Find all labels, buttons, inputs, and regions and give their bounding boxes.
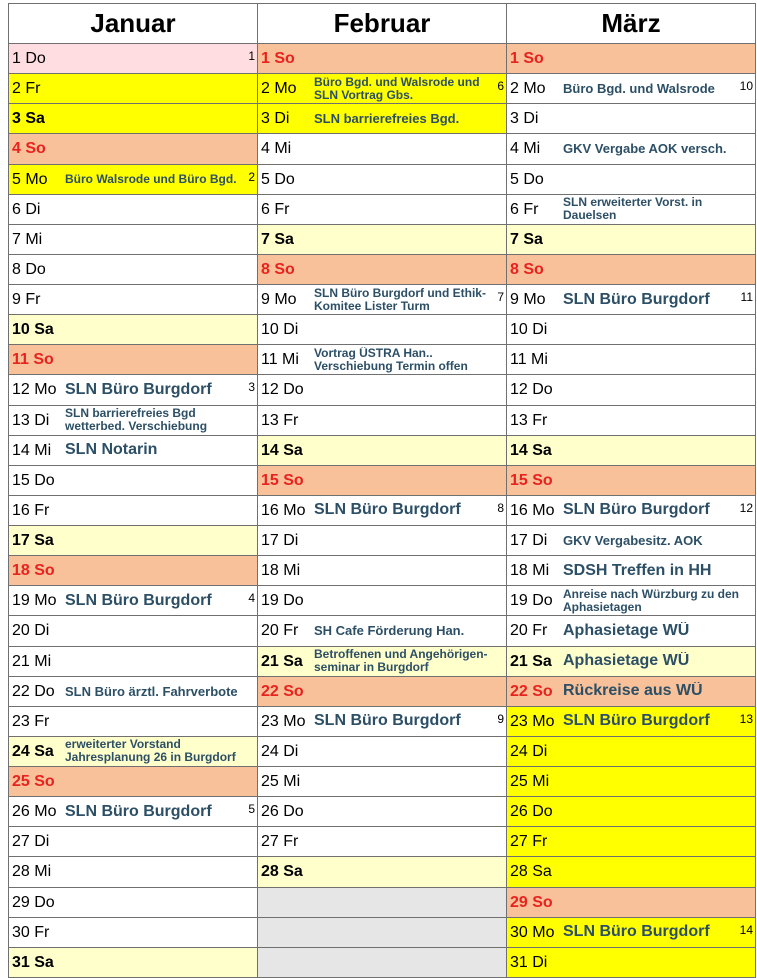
day-cell <box>507 465 756 495</box>
day-cell <box>507 797 756 827</box>
day-label: 18 Mi <box>510 562 550 580</box>
event-note: SLN Büro Burgdorf <box>65 802 212 820</box>
day-cell <box>9 706 258 736</box>
day-label: 7 Sa <box>261 230 294 248</box>
day-row <box>9 857 756 887</box>
day-label: 28 Sa <box>510 863 552 881</box>
calendar-body <box>9 44 756 978</box>
day-label: 7 Sa <box>510 230 543 248</box>
day-label: 31 Di <box>510 953 548 971</box>
calendar-table <box>8 3 756 978</box>
day-cell <box>258 526 507 556</box>
event-note: Rückreise aus WÜ <box>563 682 703 700</box>
day-label: 30 Fr <box>12 923 50 941</box>
day-cell <box>258 827 507 857</box>
day-label: 23 Mo <box>261 712 306 730</box>
day-label: 5 Mo <box>12 170 48 188</box>
event-note: SLN barrierefreies Bgd wetterbed. Verschiebung <box>65 407 208 434</box>
entry-number: 14 <box>739 922 753 937</box>
day-cell <box>507 164 756 194</box>
event-note: SLN Büro Burgdorf <box>563 923 710 941</box>
day-label: 4 Mi <box>261 140 292 158</box>
day-cell <box>507 74 756 104</box>
day-label: 25 So <box>12 773 55 791</box>
day-label: 24 Di <box>510 742 548 760</box>
day-cell <box>9 315 258 345</box>
day-cell <box>9 194 258 224</box>
day-label: 6 Di <box>12 200 41 218</box>
day-cell <box>258 767 507 797</box>
day-label: 22 So <box>510 682 553 700</box>
day-cell <box>258 646 507 676</box>
day-label: 4 So <box>12 140 46 158</box>
day-cell <box>9 405 258 435</box>
day-cell <box>258 857 507 887</box>
day-cell <box>9 134 258 164</box>
event-note: SLN erweiterter Vorst. in Dauelsen <box>563 196 703 223</box>
day-cell <box>507 405 756 435</box>
day-cell <box>258 44 507 74</box>
event-note: erweiterter Vorstand Jahresplanung 26 in Burgdorf <box>65 738 236 765</box>
day-label: 14 Mi <box>12 441 52 459</box>
day-row <box>9 44 756 74</box>
day-cell <box>9 375 258 405</box>
day-cell <box>258 315 507 345</box>
day-cell <box>507 676 756 706</box>
day-label: 26 Do <box>261 803 304 821</box>
day-cell <box>9 857 258 887</box>
event-note: GKV Vergabe AOK versch. <box>563 141 727 157</box>
day-cell <box>507 44 756 74</box>
day-cell <box>9 224 258 254</box>
day-label: 21 Sa <box>510 652 552 670</box>
day-label: 10 Di <box>510 321 548 339</box>
day-label: 29 Do <box>12 893 55 911</box>
event-note: GKV Vergabesitz. AOK <box>563 533 703 549</box>
day-label: 4 Mi <box>510 140 541 158</box>
day-label: 1 So <box>261 50 295 68</box>
day-label: 27 Fr <box>261 833 299 851</box>
day-label: 10 Sa <box>12 321 54 339</box>
day-row <box>9 224 756 254</box>
day-label: 27 Di <box>12 833 50 851</box>
day-label: 8 So <box>261 260 295 278</box>
day-row <box>9 74 756 104</box>
day-label: 13 Di <box>12 411 50 429</box>
day-cell <box>507 345 756 375</box>
day-label: 1 So <box>510 50 544 68</box>
event-note: SLN Büro Burgdorf <box>65 380 212 398</box>
day-cell <box>507 435 756 465</box>
day-label: 1 Do <box>12 50 46 68</box>
day-cell <box>258 586 507 616</box>
day-cell <box>258 616 507 646</box>
day-row <box>9 736 756 766</box>
day-label: 14 Sa <box>261 441 303 459</box>
day-row <box>9 827 756 857</box>
day-cell <box>9 104 258 134</box>
day-label: 23 Mo <box>510 712 555 730</box>
day-row <box>9 887 756 917</box>
day-label: 17 Sa <box>12 532 54 550</box>
day-label: 3 Di <box>261 110 290 128</box>
event-note: Anreise nach Würzburg zu den Aphasietagen <box>563 587 740 614</box>
month-header-maerz: März <box>507 4 756 44</box>
day-label: 26 Do <box>510 803 553 821</box>
event-note: SLN Büro Burgdorf <box>65 591 212 609</box>
day-cell <box>9 556 258 586</box>
day-label: 2 Fr <box>12 80 41 98</box>
day-cell <box>9 586 258 616</box>
event-note: Büro Walsrode und Büro Bgd. <box>65 172 237 186</box>
event-note: SDSH Treffen in HH <box>563 561 712 579</box>
day-label: 21 Mi <box>12 652 52 670</box>
day-label: 29 So <box>510 893 553 911</box>
day-label: 7 Mi <box>12 230 43 248</box>
day-cell <box>9 526 258 556</box>
day-cell <box>9 164 258 194</box>
day-cell <box>258 676 507 706</box>
day-label: 30 Mo <box>510 923 555 941</box>
entry-number: 7 <box>497 290 504 305</box>
day-label: 28 Sa <box>261 863 303 881</box>
day-cell <box>507 315 756 345</box>
event-note: Büro Bgd. und Walsrode und SLN Vortrag Gbs. <box>314 75 480 102</box>
day-row <box>9 676 756 706</box>
entry-number: 11 <box>740 290 753 305</box>
day-cell <box>507 194 756 224</box>
day-cell <box>507 616 756 646</box>
day-label: 16 Mo <box>261 501 306 519</box>
day-label: 8 So <box>510 260 544 278</box>
day-cell <box>507 827 756 857</box>
event-note: SLN Büro Burgdorf <box>314 501 461 519</box>
day-cell <box>507 857 756 887</box>
day-label: 21 Sa <box>261 652 303 670</box>
day-cell <box>9 947 258 977</box>
entry-number: 6 <box>497 79 504 94</box>
empty-cell <box>258 947 507 977</box>
day-label: 19 Do <box>261 592 304 610</box>
day-cell <box>507 706 756 736</box>
day-label: 25 Mi <box>261 773 301 791</box>
day-row <box>9 917 756 947</box>
day-cell <box>258 797 507 827</box>
day-label: 6 Fr <box>261 200 290 218</box>
day-cell <box>258 345 507 375</box>
day-label: 19 Mo <box>12 592 57 610</box>
event-note: SLN Notarin <box>65 441 158 459</box>
day-cell <box>258 104 507 134</box>
day-cell <box>507 285 756 315</box>
day-row <box>9 556 756 586</box>
day-cell <box>9 435 258 465</box>
day-cell <box>258 134 507 164</box>
day-cell <box>507 917 756 947</box>
day-row <box>9 134 756 164</box>
entry-number: 9 <box>497 711 504 726</box>
day-row <box>9 435 756 465</box>
month-header-januar: Januar <box>9 4 258 44</box>
day-label: 20 Di <box>12 622 50 640</box>
entry-number: 10 <box>739 79 753 94</box>
event-note: Büro Bgd. und Walsrode <box>563 81 715 97</box>
entry-number: 4 <box>248 591 255 606</box>
day-row <box>9 947 756 977</box>
event-note: Betroffenen und Angehörigen-seminar in Burgdorf <box>314 648 488 675</box>
event-note: SH Cafe Förderung Han. <box>314 623 465 639</box>
entry-number: 3 <box>248 380 255 395</box>
day-cell <box>258 164 507 194</box>
event-note: SLN Büro Burgdorf <box>563 712 710 730</box>
day-cell <box>507 526 756 556</box>
day-row <box>9 405 756 435</box>
day-cell <box>258 435 507 465</box>
entry-number: 8 <box>497 500 504 515</box>
day-label: 12 Do <box>261 381 304 399</box>
day-label: 28 Mi <box>12 863 52 881</box>
day-cell <box>258 405 507 435</box>
month-header-februar: Februar <box>258 4 507 44</box>
day-label: 24 Di <box>261 742 299 760</box>
day-cell <box>507 767 756 797</box>
event-note: SLN Büro ärztl. Fahrverbote <box>65 683 238 699</box>
entry-number: 13 <box>739 711 753 726</box>
day-label: 16 Fr <box>12 501 50 519</box>
day-cell <box>507 104 756 134</box>
day-label: 8 Do <box>12 260 46 278</box>
day-label: 24 Sa <box>12 742 54 760</box>
day-cell <box>507 586 756 616</box>
day-cell <box>258 706 507 736</box>
day-cell <box>258 194 507 224</box>
entry-number: 2 <box>248 169 255 184</box>
day-row <box>9 345 756 375</box>
event-note: SLN Büro Burgdorf <box>563 290 710 308</box>
day-row <box>9 465 756 495</box>
day-label: 16 Mo <box>510 501 555 519</box>
day-cell <box>507 495 756 525</box>
day-label: 22 Do <box>12 682 55 700</box>
day-cell <box>9 345 258 375</box>
day-label: 12 Mo <box>12 381 57 399</box>
day-label: 11 So <box>12 351 54 369</box>
day-label: 18 Mi <box>261 562 301 580</box>
day-cell <box>507 887 756 917</box>
day-label: 13 Fr <box>510 411 548 429</box>
event-note: SLN Büro Burgdorf <box>563 501 710 519</box>
day-cell <box>507 646 756 676</box>
day-cell <box>507 947 756 977</box>
day-cell <box>9 797 258 827</box>
day-label: 15 So <box>510 471 553 489</box>
event-note: Aphasietage WÜ <box>563 652 690 670</box>
day-label: 13 Fr <box>261 411 299 429</box>
day-cell <box>9 887 258 917</box>
day-label: 17 Di <box>261 532 299 550</box>
empty-cell <box>258 887 507 917</box>
day-row <box>9 616 756 646</box>
day-label: 20 Fr <box>510 622 548 640</box>
day-label: 25 Mi <box>510 773 550 791</box>
day-cell <box>507 556 756 586</box>
day-cell <box>9 465 258 495</box>
day-cell <box>258 74 507 104</box>
day-cell <box>507 254 756 284</box>
day-label: 27 Fr <box>510 833 548 851</box>
day-label: 31 Sa <box>12 953 54 971</box>
day-label: 5 Do <box>261 170 295 188</box>
day-cell <box>258 224 507 254</box>
day-row <box>9 586 756 616</box>
event-note: SLN Büro Burgdorf und Ethik-Komitee Lister Turm <box>314 286 486 313</box>
day-label: 14 Sa <box>510 441 552 459</box>
day-row <box>9 104 756 134</box>
day-cell <box>258 375 507 405</box>
event-note: SLN barrierefreies Bgd. <box>314 111 460 127</box>
day-label: 20 Fr <box>261 622 299 640</box>
day-cell <box>9 616 258 646</box>
day-label: 22 So <box>261 682 304 700</box>
day-row <box>9 164 756 194</box>
day-row <box>9 706 756 736</box>
day-row <box>9 194 756 224</box>
entry-number: 5 <box>248 802 255 817</box>
day-label: 23 Fr <box>12 712 50 730</box>
day-row <box>9 315 756 345</box>
day-label: 2 Mo <box>261 80 297 98</box>
day-row <box>9 797 756 827</box>
day-cell <box>9 917 258 947</box>
day-label: 5 Do <box>510 170 544 188</box>
month-header-row <box>9 4 756 44</box>
day-label: 15 Do <box>12 471 55 489</box>
day-row <box>9 285 756 315</box>
event-note: Vortrag ÜSTRA Han.. Verschiebung Termin offen <box>314 346 468 373</box>
day-label: 2 Mo <box>510 80 546 98</box>
day-cell <box>258 254 507 284</box>
day-label: 3 Di <box>510 110 539 128</box>
entry-number: 12 <box>739 500 753 515</box>
day-label: 15 So <box>261 471 304 489</box>
day-cell <box>9 254 258 284</box>
day-cell <box>9 285 258 315</box>
day-cell <box>507 224 756 254</box>
day-label: 26 Mo <box>12 803 57 821</box>
entry-number: 1 <box>248 49 255 64</box>
day-row <box>9 375 756 405</box>
day-cell <box>9 767 258 797</box>
day-label: 3 Sa <box>12 110 45 128</box>
day-label: 12 Do <box>510 381 553 399</box>
day-cell <box>258 736 507 766</box>
day-label: 19 Do <box>510 592 553 610</box>
day-row <box>9 767 756 797</box>
day-label: 10 Di <box>261 321 299 339</box>
day-cell <box>9 736 258 766</box>
day-label: 11 Mi <box>261 351 299 369</box>
day-label: 17 Di <box>510 532 548 550</box>
day-cell <box>258 495 507 525</box>
day-row <box>9 254 756 284</box>
day-label: 11 Mi <box>510 351 548 369</box>
day-row <box>9 526 756 556</box>
event-note: SLN Büro Burgdorf <box>314 712 461 730</box>
day-cell <box>9 827 258 857</box>
day-cell <box>9 495 258 525</box>
empty-cell <box>258 917 507 947</box>
day-cell <box>9 646 258 676</box>
day-label: 6 Fr <box>510 200 539 218</box>
day-cell <box>258 465 507 495</box>
day-label: 9 Mo <box>510 291 546 309</box>
day-cell <box>507 375 756 405</box>
day-cell <box>9 676 258 706</box>
day-row <box>9 495 756 525</box>
day-cell <box>9 74 258 104</box>
event-note: Aphasietage WÜ <box>563 621 690 639</box>
day-label: 9 Fr <box>12 291 41 309</box>
day-cell <box>258 556 507 586</box>
day-cell <box>9 44 258 74</box>
day-row <box>9 646 756 676</box>
day-cell <box>507 134 756 164</box>
day-label: 18 So <box>12 562 55 580</box>
day-label: 9 Mo <box>261 291 297 309</box>
day-cell <box>258 285 507 315</box>
day-cell <box>507 736 756 766</box>
